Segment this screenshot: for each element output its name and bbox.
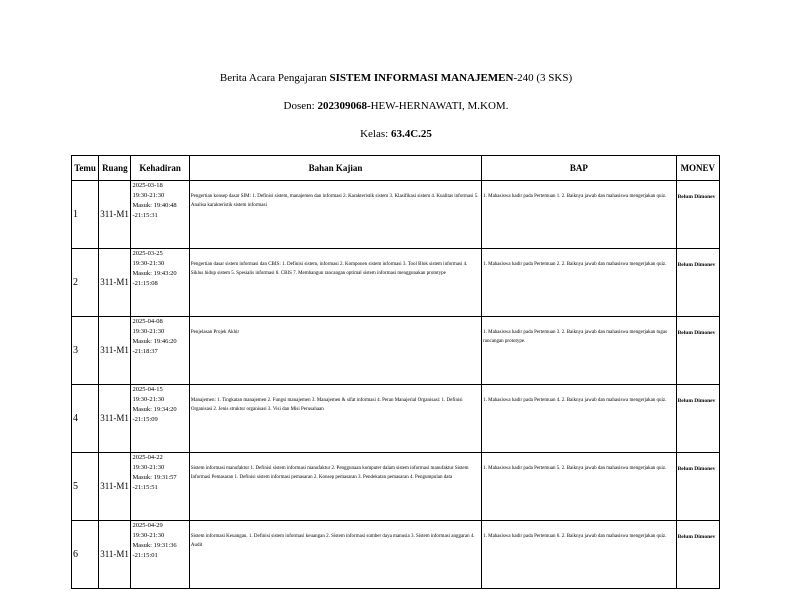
cell-bahan-kajian: Sistem informasi Keuangan. 1. Definisi sistem informasi keuangan 2. Sistem informasi sumber daya manusia 3. Sistem informasi anggaran 4. Audit	[189, 521, 481, 589]
check-in-time: Masuk: 19:46:20	[132, 338, 177, 345]
check-in-time: Masuk: 19:34:20	[132, 406, 177, 413]
lecturer-name: -HEW-HERNAWATI, M.KOM.	[366, 100, 509, 112]
col-header-bahan-kajian: Bahan Kajian	[189, 156, 481, 181]
col-header-bap: BAP	[482, 156, 677, 181]
class-code: 63.4C.25	[390, 128, 432, 140]
col-header-temu: Temu	[72, 156, 99, 181]
session-date: 2025-04-22	[132, 454, 163, 461]
check-in-time: Masuk: 19:40:48	[132, 202, 177, 209]
table-row	[72, 521, 720, 589]
cell-bap: 1. Mahasiswa hadir pada Pertemuan 6. 2. Baiknya jawab dan mahasiswa mengerjakan quiz.	[482, 521, 677, 589]
cell-bahan-kajian: Sistem informasi manufaktur 1. Definisi sistem informasi manufaktur 2. Penggunaan komputer dalam sistem informasi manufaktur Sistem Informasi Pemasaran 1. Definisi sistem informasi pemasaran 2. Konsep pemasaran 3. Pendekatan pemasaran 4. Pengumpulan data	[189, 453, 481, 521]
report-title	[0, 72, 792, 84]
cell-temu: 2	[72, 249, 99, 317]
session-time: 19:30-21:30	[132, 464, 165, 471]
cell-monev: Belum Dimonev	[676, 181, 719, 249]
cell-kehadiran	[131, 181, 189, 249]
cell-kehadiran	[131, 317, 189, 385]
check-out-time: -21:18:37	[132, 348, 158, 355]
lecturer-line	[0, 100, 792, 112]
check-in-time: Masuk: 19:43:20	[132, 270, 177, 277]
course-code: -240 (3 SKS)	[513, 72, 573, 84]
cell-monev: Belum Dimonev	[676, 521, 719, 589]
cell-temu: 5	[72, 453, 99, 521]
lecturer-label: Dosen:	[283, 100, 318, 112]
cell-bap: 1. Mahasiswa hadir pada Pertemuan 1. 2. Baiknya jawab dan mahasiswa mengerjakan quiz.	[482, 181, 677, 249]
session-date: 2025-03-18	[132, 182, 163, 189]
cell-bap: 1. Mahasiswa hadir pada Pertemuan 2. 2. Baiknya jawab dan mahasiswa mengerjakan quiz.	[482, 249, 677, 317]
cell-temu: 1	[72, 181, 99, 249]
teaching-log-table	[71, 155, 720, 589]
cell-bap: 1. Mahasiswa hadir pada Pertemuan 4. 2. Baiknya jawab dan mahasiswa mengerjakan quiz.	[482, 385, 677, 453]
session-time: 19:30-21:30	[132, 260, 165, 267]
session-time: 19:30-21:30	[132, 532, 165, 539]
table-row	[72, 453, 720, 521]
check-out-time: -21:15:09	[132, 416, 158, 423]
cell-bahan-kajian: Penjelasan Projek Akhir	[189, 317, 481, 385]
cell-kehadiran	[131, 521, 189, 589]
cell-monev: Belum Dimonev	[676, 453, 719, 521]
cell-ruang: 311-M1	[99, 249, 131, 317]
check-out-time: -21:15:31	[132, 212, 158, 219]
class-label: Kelas:	[360, 128, 391, 140]
cell-ruang: 311-M1	[99, 521, 131, 589]
table-row	[72, 317, 720, 385]
session-date: 2025-04-15	[132, 386, 163, 393]
cell-ruang: 311-M1	[99, 453, 131, 521]
check-in-time: Masuk: 19:31:36	[132, 542, 177, 549]
cell-kehadiran	[131, 249, 189, 317]
cell-monev: Belum Dimonev	[676, 317, 719, 385]
lecturer-id: 202309068	[317, 100, 367, 112]
table-row	[72, 249, 720, 317]
table-header-row	[72, 156, 720, 181]
table-row	[72, 181, 720, 249]
cell-monev: Belum Dimonev	[676, 249, 719, 317]
cell-ruang: 311-M1	[99, 181, 131, 249]
cell-kehadiran	[131, 385, 189, 453]
cell-kehadiran	[131, 453, 189, 521]
cell-bap: 1. Mahasiswa hadir pada Pertemuan 5. 2. Baiknya jawab dan mahasiswa mengerjakan quiz.	[482, 453, 677, 521]
cell-bap: 1. Mahasiswa hadir pada Pertemuan 3. 2. Baiknya jawab dan mahasiswa mengerjakan tugas rancangan prototype.	[482, 317, 677, 385]
cell-ruang: 311-M1	[99, 317, 131, 385]
col-header-monev: MONEV	[676, 156, 719, 181]
cell-temu: 6	[72, 521, 99, 589]
session-date: 2025-03-25	[132, 250, 163, 257]
session-time: 19:30-21:30	[132, 396, 165, 403]
col-header-kehadiran: Kehadiran	[131, 156, 189, 181]
course-name: SISTEM INFORMASI MANAJEMEN	[329, 72, 514, 84]
check-in-time: Masuk: 19:31:57	[132, 474, 177, 481]
session-time: 19:30-21:30	[132, 328, 165, 335]
cell-bahan-kajian: Pengertian konsep dasar SIM: 1. Definisi sistem, manajemen dan informasi 2. Karakteristik sistem 3. Klasifikasi sistem 4. Kualitas informasi 5. Analisa karakteristik sistem informasi	[189, 181, 481, 249]
col-header-ruang: Ruang	[99, 156, 131, 181]
session-date: 2025-04-08	[132, 318, 163, 325]
cell-monev: Belum Dimonev	[676, 385, 719, 453]
cell-bahan-kajian: Manajemen: 1. Tingkatan manajemen 2. Fungsi manajemen 3. Manajemen & sifat informasi 4. Peran Manajerial Organisasi: 1. Definisi Organisasi 2. Jenis struktur organisasi 3. Visi dan Misi Perusahaan	[189, 385, 481, 453]
check-out-time: -21:15:01	[132, 552, 158, 559]
cell-bahan-kajian: Pengertian dasar sistem informasi dan CBIS: 1. Definisi sistem, informasi 2. Komponen sistem informasi 3. Tool Blok sistem informasi 4. Siklus hidup sistem 5. Spesialis informasi 6. CBIS 7. Membangun rancangan optimal sistem informasi menggunakan prototype	[189, 249, 481, 317]
title-prefix: Berita Acara Pengajaran	[219, 72, 330, 84]
table-row	[72, 385, 720, 453]
class-line	[0, 128, 792, 140]
session-date: 2025-04-29	[132, 522, 163, 529]
cell-temu: 4	[72, 385, 99, 453]
check-out-time: -21:15:08	[132, 280, 158, 287]
cell-temu: 3	[72, 317, 99, 385]
session-time: 19:30-21:30	[132, 192, 165, 199]
cell-ruang: 311-M1	[99, 385, 131, 453]
check-out-time: -21:15:51	[132, 484, 158, 491]
